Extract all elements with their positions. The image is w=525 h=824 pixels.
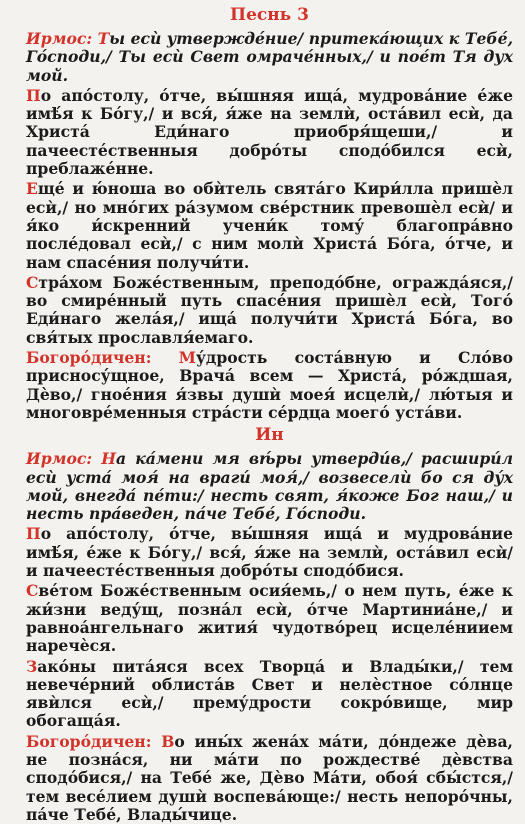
initial-capital: П [26,524,41,544]
troparion-text: о апо́столу, о́тче, вы́шняя ища́, мудрова́ние е́же имѣ́я к Бо́гу,/ и вся́, я́же на землѝ, оста́вил есѝ, да Христа́ Еди́наго приобря́щеши,/ и пачеесте́ственныя добро́ты сподо́бился есѝ, преблаже́нне. [26,85,513,179]
irmos-in [26,450,513,523]
initial-capital: С [26,272,39,292]
initial-capital: Т [97,29,110,48]
section-heading-in: Ин [255,425,284,446]
troparion-3 [26,274,513,347]
theotokion-song-3 [26,349,513,422]
irmos-label: Ирмос: [26,449,102,469]
section-heading-song-3: Песнь 3 [230,5,309,25]
initial-capital: Е [26,179,38,199]
initial-capital: З [26,656,38,676]
troparion-text: ще́ и ю́ноша во обѝтель свята́го Кири́лла пришѐл есѝ,/ но мно́гих ра́зумом све́рстник превошѐл есѝ/ и я́ко и́скренний учени́к тому́ благопра́вно после́довал есѝ,/ с ним молѝ Христа́ Бо́га, о́тче, и нам спасе́ния получи́ти. [26,179,513,272]
irmos-label: Ирмос: [26,29,98,48]
theotokion-text: у́дрость соста́вную и Сло́во присносу́щное, Врача́ всем — Христа́, ро́ждшая, Дѐво,/ гное́ния я́звы душѝ моея́ исцелѝ,/ лю́тыя и многовре́менныя стра́сти се́рдца моего́ уста́ви. [26,348,513,422]
initial-capital: С [26,581,39,601]
theotokion-label: Богоро́дичен: [26,731,162,751]
troparion-6 [26,658,513,731]
irmos-text: ы есѝ утвержде́ние/ притека́ющих к Тебе́, Го́споди,/ Ты есѝ Свет омраче́нных,/ и пое́т Тя дух мой. [26,29,514,85]
initial-capital: М [178,348,196,368]
theotokion-text: о ины́х жена́х ма́ти, до́ндеже дѐва, не позна́ся, ни ма́ти по рождестве́ дѐвства сподо́бися,/ на Тебе́ же, Дѐво Ма́ти, обоя́ сбы́стся,/ тем весе́лием душѝ воспева́юще:/ несть непоро́чны, па́че Тебе́, Влады́чице. [26,731,513,824]
initial-capital: П [26,85,41,105]
troparion-2 [26,180,513,271]
troparion-text: тра́хом Боже́ственным, преподо́бне, огражда́яся,/ во смире́нный путь спасе́ния пришѐл есѝ, Того́ Еди́наго жела́я,/ ища́ получи́ти Христа́ Бо́га, во свя́тых прославля́емаго. [26,272,513,347]
initial-capital: В [161,731,175,751]
troparion-text: о апо́столу, о́тче, вы́шняя ища́ и мудрова́ние имѣ́я, е́же к Бо́гу,/ вся́, я́же на землѝ, оста́вил есѝ/ и пачеесте́ственныя добро́ты сподо́бися. [26,524,513,581]
theotokion-label: Богоро́дичен: [26,348,179,368]
theotokion-in [26,733,513,824]
troparion-4 [26,525,513,580]
irmos-song-3 [26,30,513,85]
initial-capital: Н [101,449,116,469]
troparion-text: ако́ны пита́яся всех Творца́ и Влады́ки,/ тем невече́рний облиста́в Свет и нелѐстное со́лнце явѝлся есѝ,/ прему́дрости сокро́вище, мир обогаща́я. [26,656,513,731]
irmos-text: а ка́мени мя вѣ́ры утверди́в,/ расшири́л есѝ уста́ моя́ на враги́ моя́,/ возвеселѝ бо ся ду́х мой, внегда́ пе́ти:/ несть свят, я́коже Бог наш,/ и несть пра́веден, па́че Тебе́, Го́споди. [26,449,513,524]
troparion-1 [26,87,513,178]
troparion-text: ве́том Боже́ственным осия́емь,/ о нем путь, е́же к жи́зни веду́щ, позна́л есѝ, о́тче Мартиниа́не,/ и равноа́нгельнаго жития́ чудотво́рец исцеле́ниием наречѐся. [26,581,513,656]
troparion-5 [26,582,513,655]
